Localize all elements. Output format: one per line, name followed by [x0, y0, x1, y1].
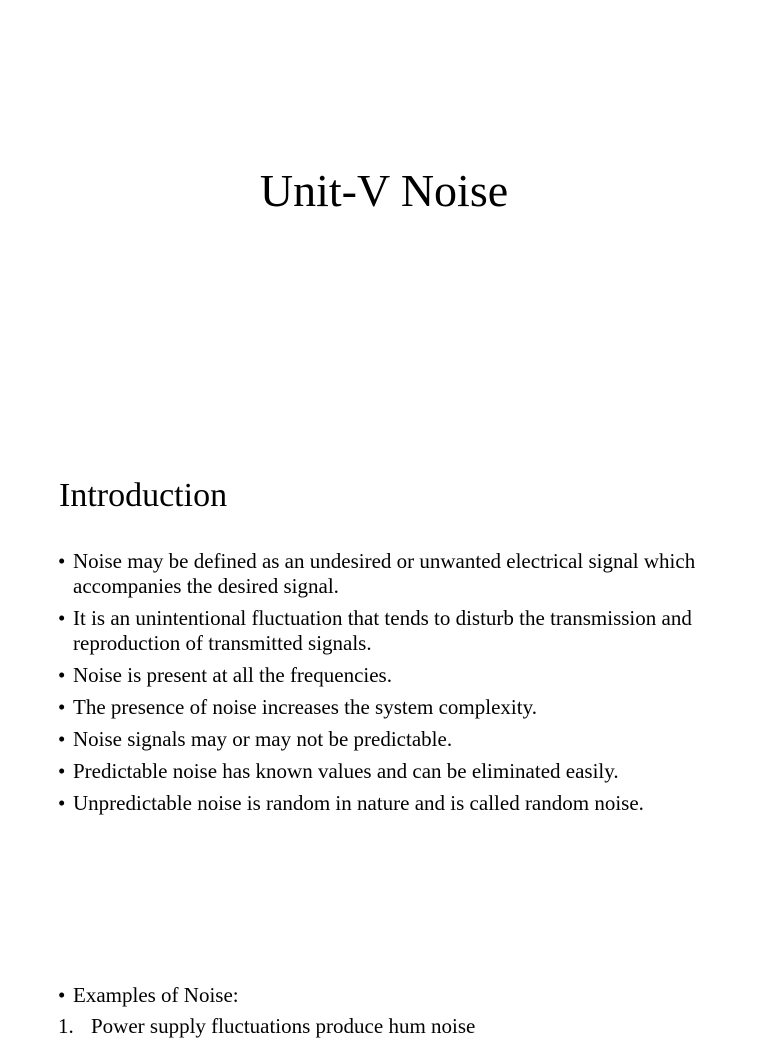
list-item	[58, 983, 718, 1008]
bullet-icon: •	[58, 606, 66, 630]
bullet-icon: •	[58, 791, 66, 815]
slide-heading: Introduction	[59, 477, 228, 514]
list-item-text: Noise is present at all the frequencies.	[73, 663, 392, 687]
bullet-list	[58, 549, 718, 823]
list-item	[58, 663, 718, 688]
slide-title: Unit-V Noise	[259, 165, 509, 216]
examples-bullet-list	[58, 983, 718, 1015]
list-item	[58, 759, 718, 784]
list-item-text: Examples of Noise:	[73, 983, 239, 1007]
list-item	[58, 549, 718, 599]
title-slide	[0, 0, 768, 420]
item-number: 1.	[58, 1014, 74, 1038]
introduction-slide	[0, 470, 768, 870]
list-item-text: Noise may be defined as an undesired or unwanted electrical signal which accompanies the desired signal.	[73, 549, 696, 598]
bullet-icon: •	[58, 759, 66, 783]
bullet-icon: •	[58, 549, 66, 573]
examples-numbered-list	[58, 1014, 475, 1039]
examples-slide	[0, 970, 768, 1038]
list-item-text: Unpredictable noise is random in nature and is called random noise.	[73, 791, 644, 815]
list-item-text: Predictable noise has known values and can be eliminated easily.	[73, 759, 619, 783]
numbered-item-text: Power supply fluctuations produce hum noise	[91, 1014, 476, 1038]
numbered-item	[58, 1014, 475, 1039]
bullet-icon: •	[58, 695, 66, 719]
list-item	[58, 727, 718, 752]
list-item-text: Noise signals may or may not be predictable.	[73, 727, 453, 751]
list-item	[58, 606, 718, 656]
bullet-icon: •	[58, 727, 66, 751]
list-item-text: It is an unintentional fluctuation that tends to disturb the transmission and reproduction of transmitted signals.	[73, 606, 692, 655]
list-item	[58, 791, 718, 816]
list-item-text: The presence of noise increases the system complexity.	[73, 695, 537, 719]
list-item	[58, 695, 718, 720]
bullet-icon: •	[58, 663, 66, 687]
bullet-icon: •	[58, 983, 66, 1007]
